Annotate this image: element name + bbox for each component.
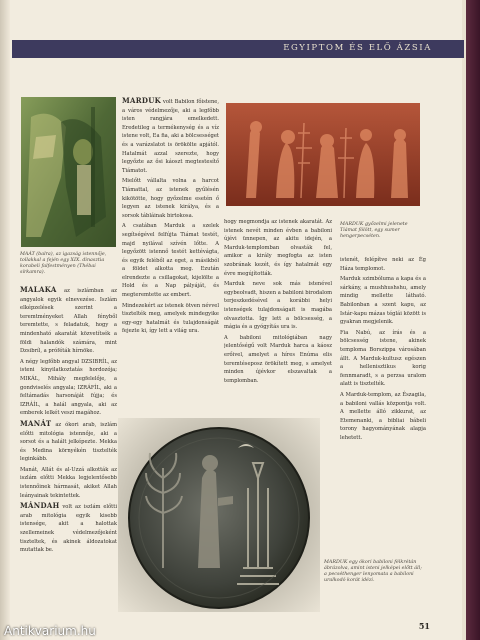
gutter-shadow — [0, 0, 10, 640]
paragraph-malaka: az iszlámban az angyalok egyik elnevezése. Iszlám elképzelések szerint a teremtményeket Allah fényből teremtette, s feladatuk, hogy a mindenható akaratát közvetítsék a földi halandók számára, mint Dzsibríl, a próféták hírnöke. — [20, 288, 117, 355]
figure-marduk-relief — [226, 103, 420, 206]
paragraph-col3-1: hogy megmondja az istenek akaratát. Az istenek nevét minden évben a babiloni újévi ünnepen, az akitu idején, a Marduk-templomban olvasták fel, amikor a király megfogta az isten szobrának kezét, és így hatalmát egy évre megújították. — [224, 219, 332, 277]
paragraph-marduk-3: A csatában Marduk a szelek segítségével felfújta Tiámat testét, majd nyilával szívén lőtte. A legyőzött istennő testét kettévágta, és egyik feléből az eget, a másikból a földet alkotta meg. Ezután elrendezte a csillagokat, kijelölte a Hold és a Nap pályáját, és megteremtette az embert. — [122, 223, 219, 299]
maat-painting-image — [21, 97, 116, 247]
paragraph-col4-4: A Marduk-templom, az Észagila, a babiloni vallás központja volt. A mellette álló zikkurat, az Etemenanki, a bibliai bábeli torony hagyományának alapja lehetett. — [340, 391, 426, 441]
figure-maat-painting — [21, 97, 116, 247]
text-column-1 — [20, 286, 117, 616]
figure-caption-1: MAÁT (balra), az igazság istennője, tollakkal a fején egy XIX. dinasztia korabeli falfestményen (Thébai sírkamra). — [20, 252, 107, 275]
headword-manat: MANÁT — [20, 418, 52, 428]
text-column-4 — [340, 256, 426, 556]
paragraph-col4-3: Fia Nabú, az írás és a bölcsesség istene, akinek temploma Borszippa városában állt. A Marduk-kultusz egészen a hellenisztikus korig fennmaradt, s a perzsa uralom alatt is tisztelték. — [340, 329, 426, 388]
paragraph-col3-2: Marduk neve sok más istenével egybeolvadt, hiszen a babiloni birodalom terjeszkedésével a korábbi helyi istenségek tulajdonságait is magába olvasztotta. Így lett a bölcsesség, a mágia és a gyógyítás ura is. — [224, 281, 332, 331]
paragraph-col4-2: Marduk szimbóluma a kapa és a sárkány, a mushhushshu, amely mindig mellette látható. Babilonban a szent kapu, az Istár-kapu mázas téglái között is gyakran megjelenik. — [340, 276, 426, 326]
headword-malaka: MALÁKA — [20, 286, 57, 294]
text-column-3 — [224, 218, 332, 414]
watermark-text: Antikvarium.hu — [4, 624, 96, 638]
figure-marduk-seal — [118, 418, 320, 612]
paragraph-marduk-4: Mindezekért az istenek ötven névvel tisztelték meg, amelyek mindegyike egy-egy hatalmát és tulajdonságát fejezte ki, így lett a világ ura. — [122, 302, 219, 335]
figure-caption-2: MARDUK győzelmi jelenete Tiámat fölött, egy sumer hengerpecséten. — [340, 222, 408, 239]
paragraph-col3-3: A babiloni mitológiában nagy jelentőségű volt Marduk harca a káosz erőivel, amelyet a híres Enúma elis teremtéseposz örökített meg, s amelyet minden újévkor elszavaltak a templomban. — [224, 334, 332, 384]
marduk-relief-image — [226, 103, 420, 206]
book-cover-edge — [466, 0, 480, 640]
marduk-seal-image — [118, 418, 320, 612]
text-column-2 — [122, 97, 219, 415]
running-header-title: EGYIPTOM ÉS ELŐ ÁZSIA — [283, 43, 432, 53]
paragraph-angels: A négy legfőbb angyal DZSIBRÍL, az isteni kinyilatkoztatás hordozója; MIKÁL, Mihály megfelelője, a gondviselés angyala; IZRÁFÍL, aki a feltámadás harsonáját fújja; és IZRÁÍL, a halál angyala, aki az emberek lelkét veszi magához. — [20, 358, 117, 417]
paragraph-manat-2: Manát, Allát és al-Uzzá alkották az iszlám előtti Mekka legjelentősebb istennőinek hármasát, akiket Allah leányainak tekintettek. — [20, 466, 117, 499]
headword-marduk: MARDUK — [122, 97, 162, 105]
page-number: 51 — [418, 621, 430, 631]
headword-mandah: MÁNDAH — [20, 501, 60, 511]
figure-caption-3: MARDUK egy ókori babiloni félkrétán ábrázolva, amint isteni jelképei előtt áll; a pecséthenger lenyomata a babiloni uralkodó korát idézi. — [324, 560, 422, 583]
running-header — [12, 40, 464, 58]
paragraph-col4-1: istenét, felépítve neki az Ég Háza templomot. — [340, 257, 426, 272]
paragraph-marduk: volt Babilon főistene, a város védelmezője, aki a legfőbb isten rangjára emelkedett. Eredetileg a termékenység és a víz istene volt, Ea fia, aki a bölcsességet és a varázslatot is örökölte apjától. Hatalmát azzal szerezte, hogy legyőzte az ősi káoszt megtestesítő Tiámatot. — [122, 99, 219, 174]
paragraph-mandah: volt az iszlám előtti arab mitológia egyik kisebb istensége, akit a halottak szellemeinek védelmezőjeként tiszteltek, és akinek áldozatokat mutattak be. — [20, 504, 117, 554]
paragraph-manat: az ókori arab, iszlám előtti mitológia istennője, aki a sorsot és a halált jelképezte. Mekka és Medina környékén tisztelték leginkább. — [20, 421, 117, 463]
paragraph-marduk-2: Mielőtt vállalta volna a harcot Tiámattal, az istenek gyűlésén kikötötte, hogy győzelme esetén ő legyen az istenek királya, és a sorsok tábláinak birtokosa. — [122, 178, 219, 219]
